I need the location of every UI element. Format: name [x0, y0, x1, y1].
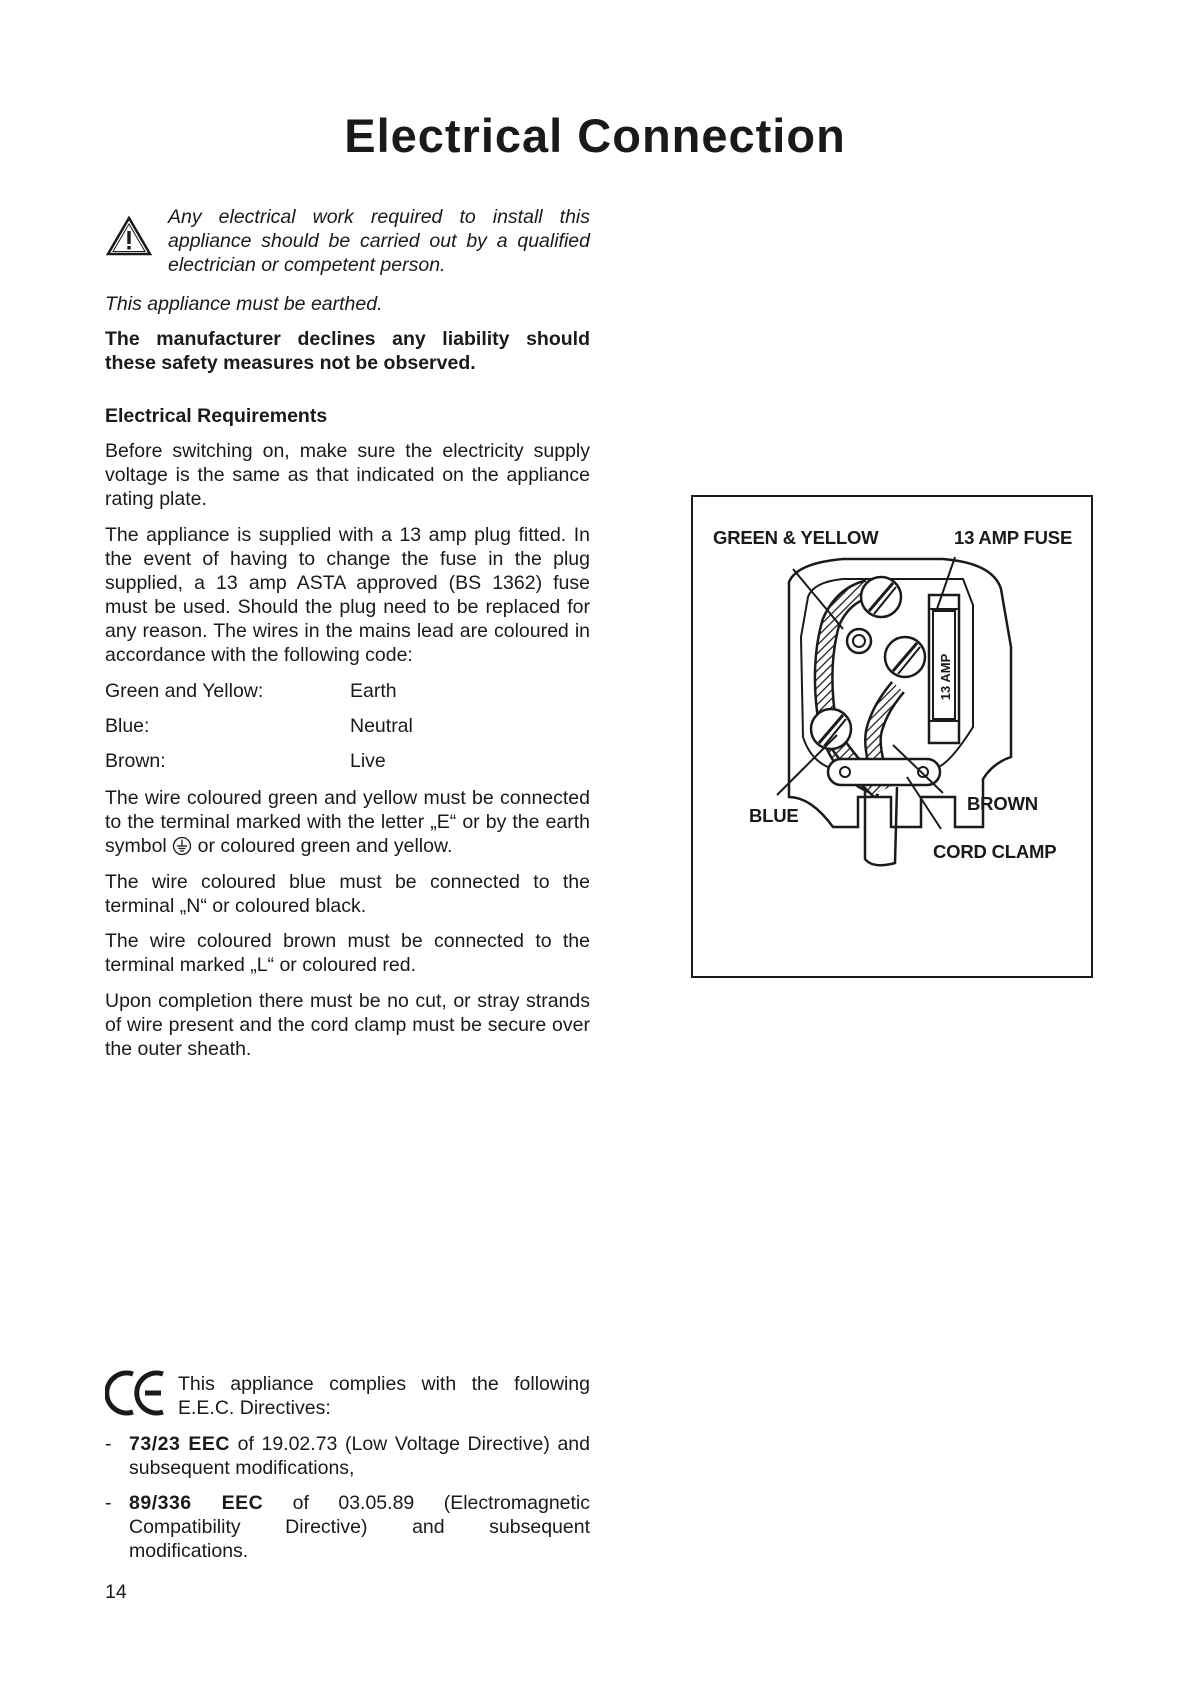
page-title: Electrical Connection — [344, 109, 846, 162]
page-number: 14 — [105, 1581, 127, 1603]
label-green-yellow: GREEN & YELLOW — [713, 527, 879, 548]
requirements-paragraph: Before switching on, make sure the electricity supply voltage is the same as that indicated on the appliance rating plate. — [105, 440, 590, 510]
completion-paragraph: Upon completion there must be no cut, or stray strands of wire present and the cord clamp must be secure over the outer sheath. — [105, 990, 590, 1060]
label-blue: BLUE — [749, 805, 799, 826]
label-13-amp-fuse: 13 AMP FUSE — [954, 527, 1073, 548]
directive-text: of 19.02.73 (Low Voltage Directive) and subsequent modifications, — [129, 1433, 590, 1479]
directive-code: 73/23 EEC — [129, 1433, 230, 1455]
label-brown: BROWN — [967, 793, 1038, 814]
code-colour: Brown: — [105, 750, 166, 772]
centre-screw — [847, 629, 871, 653]
neutral-wire-paragraph: The wire coloured blue must be connected to the terminal „N“ or coloured black. — [105, 871, 590, 917]
compliance-intro: This appliance complies with the following E.E.C. Directives: — [178, 1373, 590, 1419]
code-meaning: Neutral — [350, 715, 413, 737]
code-meaning: Live — [350, 750, 386, 772]
code-colour: Green and Yellow: — [105, 680, 264, 702]
directive-item: - 73/23 EEC of 19.02.73 (Low Voltage Directive) and subsequent modifications, — [105, 1433, 590, 1479]
warning-triangle-icon — [105, 215, 153, 257]
directive-code: 89/336 EEC — [129, 1492, 264, 1514]
cord-clamp — [828, 759, 940, 785]
ce-mark-icon — [105, 1368, 171, 1418]
code-colour: Blue: — [105, 715, 150, 737]
earth-wire-paragraph: The wire coloured green and yellow must be connected to the terminal marked with the letter „E“ or by the earth symbol or coloured green and yellow. — [105, 787, 590, 857]
earthed-note: This appliance must be earthed. — [105, 293, 383, 315]
liability-note: The manufacturer declines any liability should these safety measures not be observed. — [105, 328, 590, 374]
plug-illustration — [693, 497, 1091, 976]
leader-blue — [777, 735, 837, 795]
warning-text: Any electrical work required to install this appliance should be carried out by a qualified electrician or competent person. — [168, 206, 590, 276]
requirements-heading: Electrical Requirements — [105, 405, 328, 427]
earth-symbol-icon — [172, 836, 192, 856]
wire-colour-code-table — [105, 679, 590, 773]
warning-block — [105, 205, 590, 277]
fuse-paragraph: The appliance is supplied with a 13 amp plug fitted. In the event of having to change the fuse in the plug supplied, a 13 amp ASTA approved (BS 1362) fuse must be used. Should the plug need to be replaced for any reason. The wires in the mains lead are coloured in accordance with the following code: — [105, 524, 590, 666]
plug-wiring-diagram — [691, 495, 1093, 978]
live-wire-paragraph: The wire coloured brown must be connected to the terminal marked „L“ or coloured red. — [105, 930, 590, 976]
fuse-rating-label: 13 AMP — [938, 653, 953, 701]
label-cord-clamp: CORD CLAMP — [933, 841, 1057, 862]
directive-text: of 03.05.89 (Electromagnetic Compatibility Directive) and subsequent modifications. — [129, 1492, 591, 1562]
code-meaning: Earth — [350, 680, 397, 702]
directive-item: - 89/336 EEC of 03.05.89 (Electromagnetic Compatibility Directive) and subsequent modifications. — [105, 1492, 591, 1562]
